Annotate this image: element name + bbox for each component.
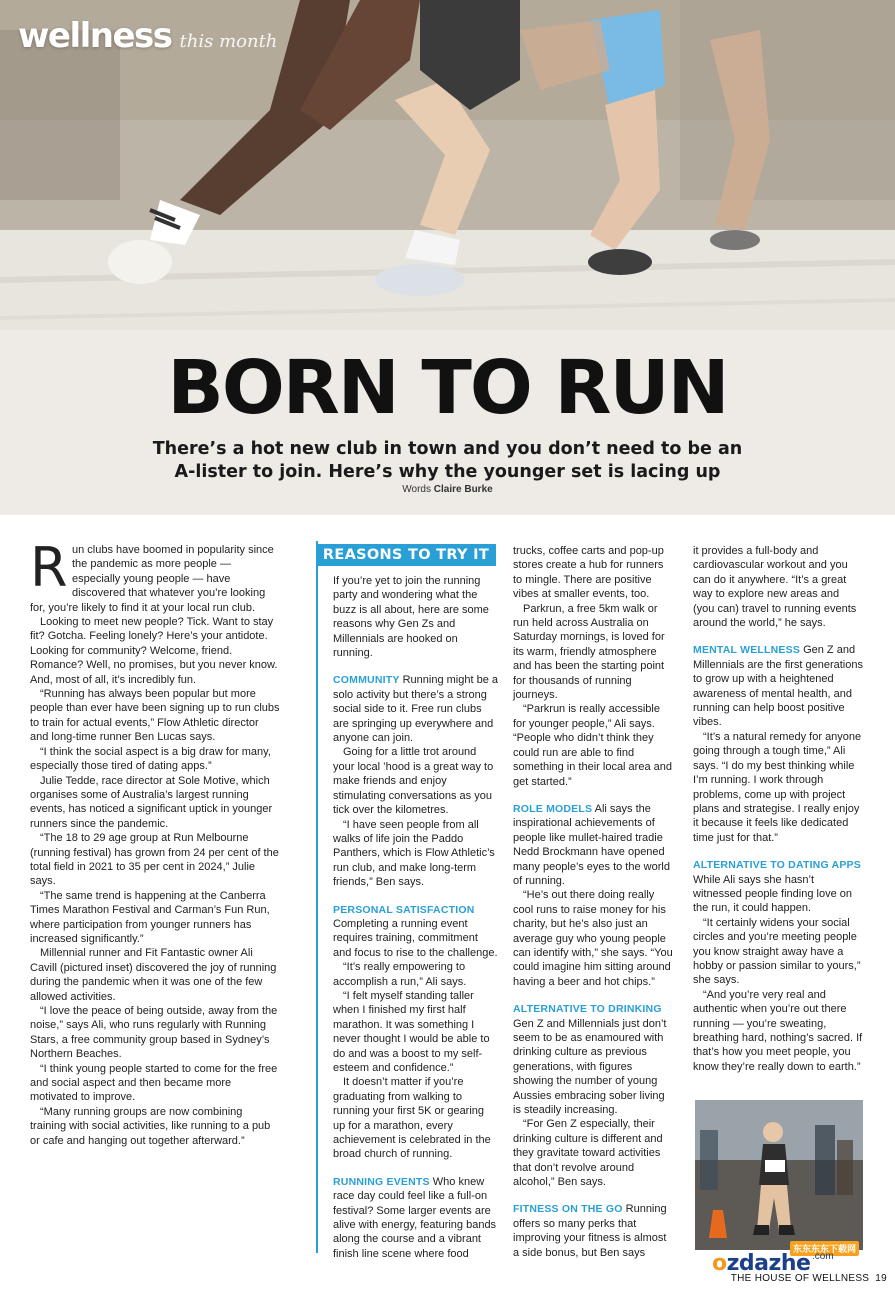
subsection-community: COMMUNITY Running might be a solo activity but there’s a strong social side to it. Free run clubs are springing up everywhere and anyone can join. xyxy=(333,674,498,745)
subsection-fitness: FITNESS ON THE GO Running offers so many perks that improving your fitness is almost a side bonus, but Ben says xyxy=(513,1203,667,1259)
body-paragraph: “It certainly widens your social circles and you’re meeting people you know straight away have a hobby or passion similar to yours,” she says. xyxy=(693,916,861,987)
body-paragraph: “Many running groups are now combining training with social activities, like running to a pub or cafe and hanging out together afterward.” xyxy=(30,1105,271,1147)
drop-cap: R xyxy=(30,536,68,599)
body-paragraph: “Running has always been popular but more people than ever have been signing up to run clubs to train for actual events,” Flow Athletic director and long-time runner Ben Lucas says. xyxy=(30,688,280,744)
intro-text: un clubs have boomed in popularity since the pandemic as more people — especially young people — have discovered that whatever you’re looking for, you’re likely to find it at your local run club. xyxy=(30,544,274,614)
watermark-domain: .com xyxy=(812,1251,834,1262)
standfirst-line-1: There’s a hot new club in town and you don’t need to be an xyxy=(152,439,743,459)
body-paragraph: “I have seen people from all walks of life join the Paddo Panthers, which is Flow Athletic’s run club, and make long-term friends,” Ben says. xyxy=(333,818,495,889)
body-paragraph: “It’s a natural remedy for anyone going through a tough time,” Ali says. “I do my best thinking while I’m running. I work through problems, come up with project plans and strategise. I really enjoy it because it feels like dedicated time just for that.” xyxy=(693,730,862,844)
subhead-community: COMMUNITY xyxy=(333,674,400,687)
subhead-role-models: ROLE MODELS xyxy=(513,802,593,815)
footer-publication: THE HOUSE OF WELLNESS xyxy=(730,1273,870,1284)
column-3 xyxy=(513,544,673,1260)
body-paragraph: “For Gen Z especially, their drinking culture is different and they gravitate toward activities that don’t revolve around alcohol,” Ben says. xyxy=(513,1118,663,1189)
subhead-running-events: RUNNING EVENTS xyxy=(333,1175,430,1188)
body-paragraph: “And you’re very real and authentic when you’re out there running — you’re sweating, breathing hard, nothing’s sacred. If that’s how you meet people, you know they’re really down to earth.” xyxy=(693,988,863,1073)
inset-photo-runner xyxy=(695,1100,863,1250)
subsection-personal xyxy=(333,903,499,917)
body-paragraph: Parkrun, a free 5km walk or run held across Australia on Saturday mornings, is loved for its warm, friendly atmosphere and has been the starting point for thousands of running journeys. xyxy=(513,602,665,702)
subsection-running-events: RUNNING EVENTS Who knew race day could feel like a full-on festival? Some larger events are alive with energy, featuring bands along the course and a vibrant finish line scene where food xyxy=(333,1175,497,1260)
watermark-tag: 东东东东下载网 xyxy=(790,1241,859,1256)
page-number: 19 xyxy=(875,1273,887,1284)
masthead xyxy=(18,16,277,56)
body-paragraph: It doesn’t matter if you’re graduating from walking to running your first 5K or gearing up for a marathon, every achievement is celebrated in the broad church of running. xyxy=(333,1076,491,1161)
subsection-alt-drinking xyxy=(513,1002,673,1016)
byline xyxy=(0,484,895,495)
masthead-section: this month xyxy=(179,31,278,52)
column-1 xyxy=(30,536,280,1148)
body-paragraph: “The 18 to 29 age group at Run Melbourne (running festival) has grown from 24 per cent of the total field in 2021 to 35 per cent in 2024,” Julie says. xyxy=(30,832,279,888)
watermark-logo: ozdazhe xyxy=(712,1251,811,1276)
body-paragraph: “I think the social aspect is a big draw for many, especially those tired of dating apps.” xyxy=(30,745,271,773)
column-4 xyxy=(693,544,863,1074)
byline-author: Claire Burke xyxy=(433,484,493,495)
body-paragraph: Millennial runner and Fit Fantastic owner Ali Cavill (pictured inset) discovered the joy of running during the pandemic when it was one of the few allowed activities. xyxy=(30,947,277,1003)
subhead-alternative-to-drinking: ALTERNATIVE TO DRINKING xyxy=(513,1003,662,1016)
article-standfirst xyxy=(90,438,805,484)
hero-photo xyxy=(0,0,895,515)
body-paragraph: “He’s out there doing really cool runs to raise money for his charity, but he’s also just an average guy who young people can identify with,” she says. “You could imagine him sitting around having a beer and hot chips.” xyxy=(513,889,673,988)
masthead-brand: wellness xyxy=(18,16,172,56)
body-paragraph: Looking to meet new people? Tick. Want to stay fit? Gotcha. Feeling lonely? Here’s your antidote. Looking for community? Welcome, friend. Romance? Well, no promises, but you never know. And, most of all, it’s incredibly fun. xyxy=(30,616,278,686)
body-paragraph: “I felt myself standing taller when I finished my first half marathon. It was something I never thought I would be able to do and was a boost to my self-esteem and confidence.” xyxy=(333,989,490,1074)
article-headline: BORN TO RUN xyxy=(167,345,728,431)
body-paragraph: “The same trend is happening at the Canberra Times Marathon Festival and Carman’s Fun Run, where participation from younger runners has increased significantly.” xyxy=(30,889,270,945)
body-paragraph: trucks, coffee carts and pop-up stores create a hub for runners to mingle. There are positive vibes at smaller events, too. xyxy=(513,545,664,601)
body-paragraph: “I think young people started to come for the free and social aspect and then became more motivated to improve. xyxy=(30,1062,278,1104)
page-footer xyxy=(731,1273,887,1284)
subhead-alternative-to-dating-apps: ALTERNATIVE TO DATING APPS xyxy=(693,859,861,872)
body-paragraph: “Parkrun is really accessible for younger people,” Ali says. “People who didn’t think they could run are able to find something in their local area and get started.” xyxy=(513,703,672,788)
reasons-boxout-title: REASONS TO TRY IT xyxy=(316,544,496,566)
body-paragraph: Julie Tedde, race director at Sole Motive, which organises some of Australia’s largest running events, has noticed a significant uptick in younger runners since the pandemic. xyxy=(30,774,273,830)
body-paragraph: Completing a running event requires training, commitment and focus to rise to the challenge. xyxy=(333,917,498,959)
column-2 xyxy=(333,574,499,1261)
intro-paragraph xyxy=(30,536,280,615)
subhead-mental-wellness: MENTAL WELLNESS xyxy=(693,644,801,657)
boxout-intro: If you’re yet to join the running party and wondering what the buzz is all about, here are some reasons why Gen Zs and Millennials are hooked on running. xyxy=(333,575,489,660)
byline-prefix: Words xyxy=(402,484,431,495)
body-paragraph: Gen Z and Millennials just don’t seem to be as enamoured with drinking culture as previous generations, with figures showing the number of young Aussies embracing sober living is steadily increasing. xyxy=(513,1017,667,1117)
subsection-dating: ALTERNATIVE TO DATING APPS While Ali says she hasn’t witnessed people finding love on the run, it could happen. xyxy=(693,859,861,915)
body-paragraph: “I love the peace of being outside, away from the noise,” says Ali, who runs regularly with Running Stars, a free community group based in Sydney’s Northern Beaches. xyxy=(30,1005,278,1061)
body-paragraph: “It’s really empowering to accomplish a run,” Ali says. xyxy=(333,961,467,988)
inset-runner-illustration xyxy=(695,1100,863,1250)
subsection-role-models: ROLE MODELS Ali says the inspirational achievements of people like mullet-haired tradie Nedd Brockmann have opened many people’s eyes to the world of running. xyxy=(513,802,670,887)
subhead-personal-satisfaction: PERSONAL SATISFACTION xyxy=(333,903,475,916)
body-paragraph: Going for a little trot around your local ’hood is a great way to make friends and enjoy stimulating conversations as you tick over the kilometres. xyxy=(333,746,494,817)
subsection-mental-wellness: MENTAL WELLNESS Gen Z and Millennials are the first generations to grow up with a heightened awareness of mental health, and running can help boost positive vibes. xyxy=(693,644,863,729)
standfirst-line-2: A-lister to join. Here’s why the younger set is lacing up xyxy=(174,462,721,482)
subhead-fitness-on-the-go: FITNESS ON THE GO xyxy=(513,1203,623,1216)
body-paragraph: it provides a full-body and cardiovascular workout and you can do it anywhere. “It’s a great way to explore new areas and (you can) travel to running events around the world,” he says. xyxy=(693,545,857,630)
